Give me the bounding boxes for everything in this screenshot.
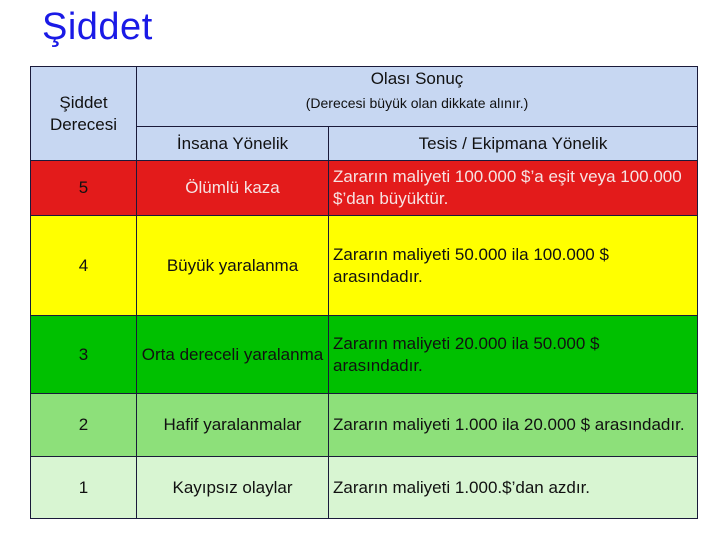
facility-outcome: Zararın maliyeti 50.000 ila 100.000 $ arasındadır. (329, 216, 698, 316)
severity-table (30, 66, 698, 519)
facility-outcome: Zararın maliyeti 100.000 $’a eşit veya 100.000 $’dan büyüktür. (329, 161, 698, 216)
table-row (31, 316, 698, 394)
human-outcome: Orta dereceli yaralanma (137, 316, 329, 394)
human-outcome: Ölümlü kaza (137, 161, 329, 216)
facility-outcome: Zararın maliyeti 1.000.$’dan azdır. (329, 457, 698, 519)
human-outcome: Hafif yaralanmalar (137, 394, 329, 457)
human-outcome: Büyük yaralanma (137, 216, 329, 316)
header-severity-degree: Şiddet Derecesi (31, 67, 137, 161)
header-facility: Tesis / Ekipmana Yönelik (329, 127, 698, 161)
facility-outcome: Zararın maliyeti 20.000 ila 50.000 $ arasındadır. (329, 316, 698, 394)
severity-level: 4 (31, 216, 137, 316)
table-row (31, 161, 698, 216)
header-possible-outcome (137, 67, 698, 127)
table-row (31, 216, 698, 316)
page-title: Şiddet (42, 6, 153, 48)
severity-level: 3 (31, 316, 137, 394)
severity-level: 1 (31, 457, 137, 519)
human-outcome: Kayıpsız olaylar (137, 457, 329, 519)
outcome-subtitle: (Derecesi büyük olan dikkate alınır.) (305, 95, 529, 111)
severity-level: 5 (31, 161, 137, 216)
facility-outcome: Zararın maliyeti 1.000 ila 20.000 $ arasındadır. (329, 394, 698, 457)
severity-level: 2 (31, 394, 137, 457)
table-row (31, 457, 698, 519)
table-row (31, 394, 698, 457)
header-human: İnsana Yönelik (137, 127, 329, 161)
outcome-title: Olası Sonuç (370, 69, 464, 88)
